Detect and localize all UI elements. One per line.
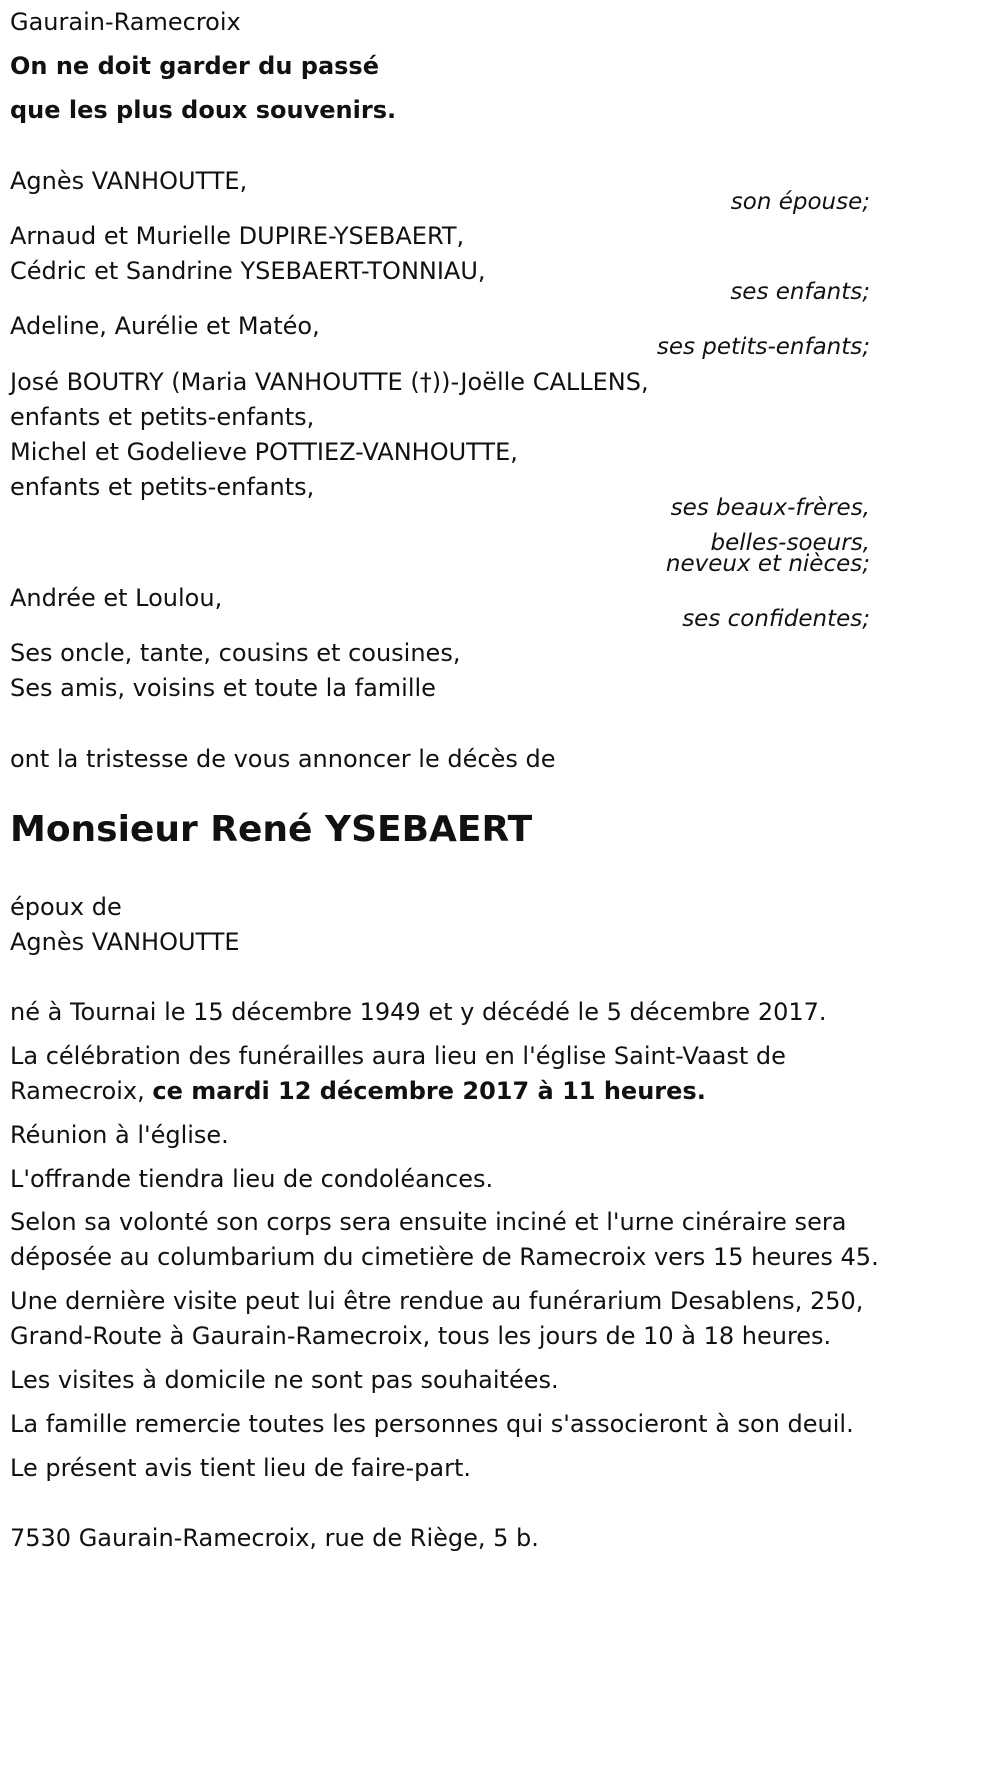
grandchildren-names: Adeline, Aurélie et Matéo, (10, 312, 320, 340)
inlaws-line-2: enfants et petits-enfants, (10, 403, 315, 431)
confidantes-names: Andrée et Loulou, (10, 584, 223, 612)
inlaws-role-2: belles-soeurs, (710, 530, 870, 556)
inlaws-role-1: ses beaux-frères, (670, 495, 870, 521)
cremation-line-1: Selon sa volonté son corps sera ensuite inciné et l'urne cinéraire sera (10, 1208, 847, 1236)
notice-line: Le présent avis tient lieu de faire-part. (10, 1454, 472, 1482)
funeral-date-time: ce mardi 12 décembre 2017 à 11 heures. (152, 1077, 706, 1105)
children-line-2: Cédric et Sandrine YSEBAERT-TONNIAU, (10, 257, 486, 285)
inlaws-line-3: Michel et Godelieve POTTIEZ-VANHOUTTE, (10, 438, 518, 466)
funeral-place: Ramecroix, (10, 1077, 153, 1105)
funeral-line-1: La célébration des funérailles aura lieu en l'église Saint-Vaast de (10, 1042, 786, 1070)
announcement-text: ont la tristesse de vous annoncer le décès de (10, 745, 556, 773)
inlaws-line-4: enfants et petits-enfants, (10, 473, 315, 501)
thanks-line: La famille remercie toutes les personnes qui s'associeront à son deuil. (10, 1410, 854, 1438)
extended-family-line-2: Ses amis, voisins et toute la famille (10, 674, 436, 702)
deceased-name: Monsieur René YSEBAERT (10, 809, 533, 850)
offering-line: L'offrande tiendra lieu de condoléances. (10, 1165, 494, 1193)
spouse-role: son épouse; (730, 189, 870, 215)
funeral-line-2 (10, 1071, 706, 1111)
meeting-line: Réunion à l'église. (10, 1121, 229, 1149)
location-header: Gaurain-Ramecroix (10, 8, 241, 36)
visit-line-2: Grand-Route à Gaurain-Ramecroix, tous les jours de 10 à 18 heures. (10, 1322, 832, 1350)
confidantes-role: ses confidentes; (682, 606, 870, 632)
inlaws-role-3: neveux et nièces; (665, 551, 870, 577)
children-line-1: Arnaud et Murielle DUPIRE-YSEBAERT, (10, 222, 465, 250)
extended-family-line-1: Ses oncle, tante, cousins et cousines, (10, 639, 461, 667)
address-line: 7530 Gaurain-Ramecroix, rue de Riège, 5 b. (10, 1524, 539, 1552)
cremation-line-2: déposée au columbarium du cimetière de Ramecroix vers 15 heures 45. (10, 1243, 879, 1271)
quote-line-1: On ne doit garder du passé (10, 52, 379, 80)
quote-line-2: que les plus doux souvenirs. (10, 96, 397, 124)
spouse-of-name: Agnès VANHOUTTE (10, 928, 240, 956)
birth-death-line: né à Tournai le 15 décembre 1949 et y décédé le 5 décembre 2017. (10, 998, 827, 1026)
inlaws-line-1: José BOUTRY (Maria VANHOUTTE (†))-Joëlle CALLENS, (10, 368, 649, 396)
visit-line-1: Une dernière visite peut lui être rendue au funérarium Desablens, 250, (10, 1287, 864, 1315)
spouse-name: Agnès VANHOUTTE, (10, 167, 248, 195)
home-visits-line: Les visites à domicile ne sont pas souhaitées. (10, 1366, 559, 1394)
children-role: ses enfants; (730, 279, 870, 305)
spouse-of-label: époux de (10, 893, 122, 921)
grandchildren-role: ses petits-enfants; (656, 334, 870, 360)
